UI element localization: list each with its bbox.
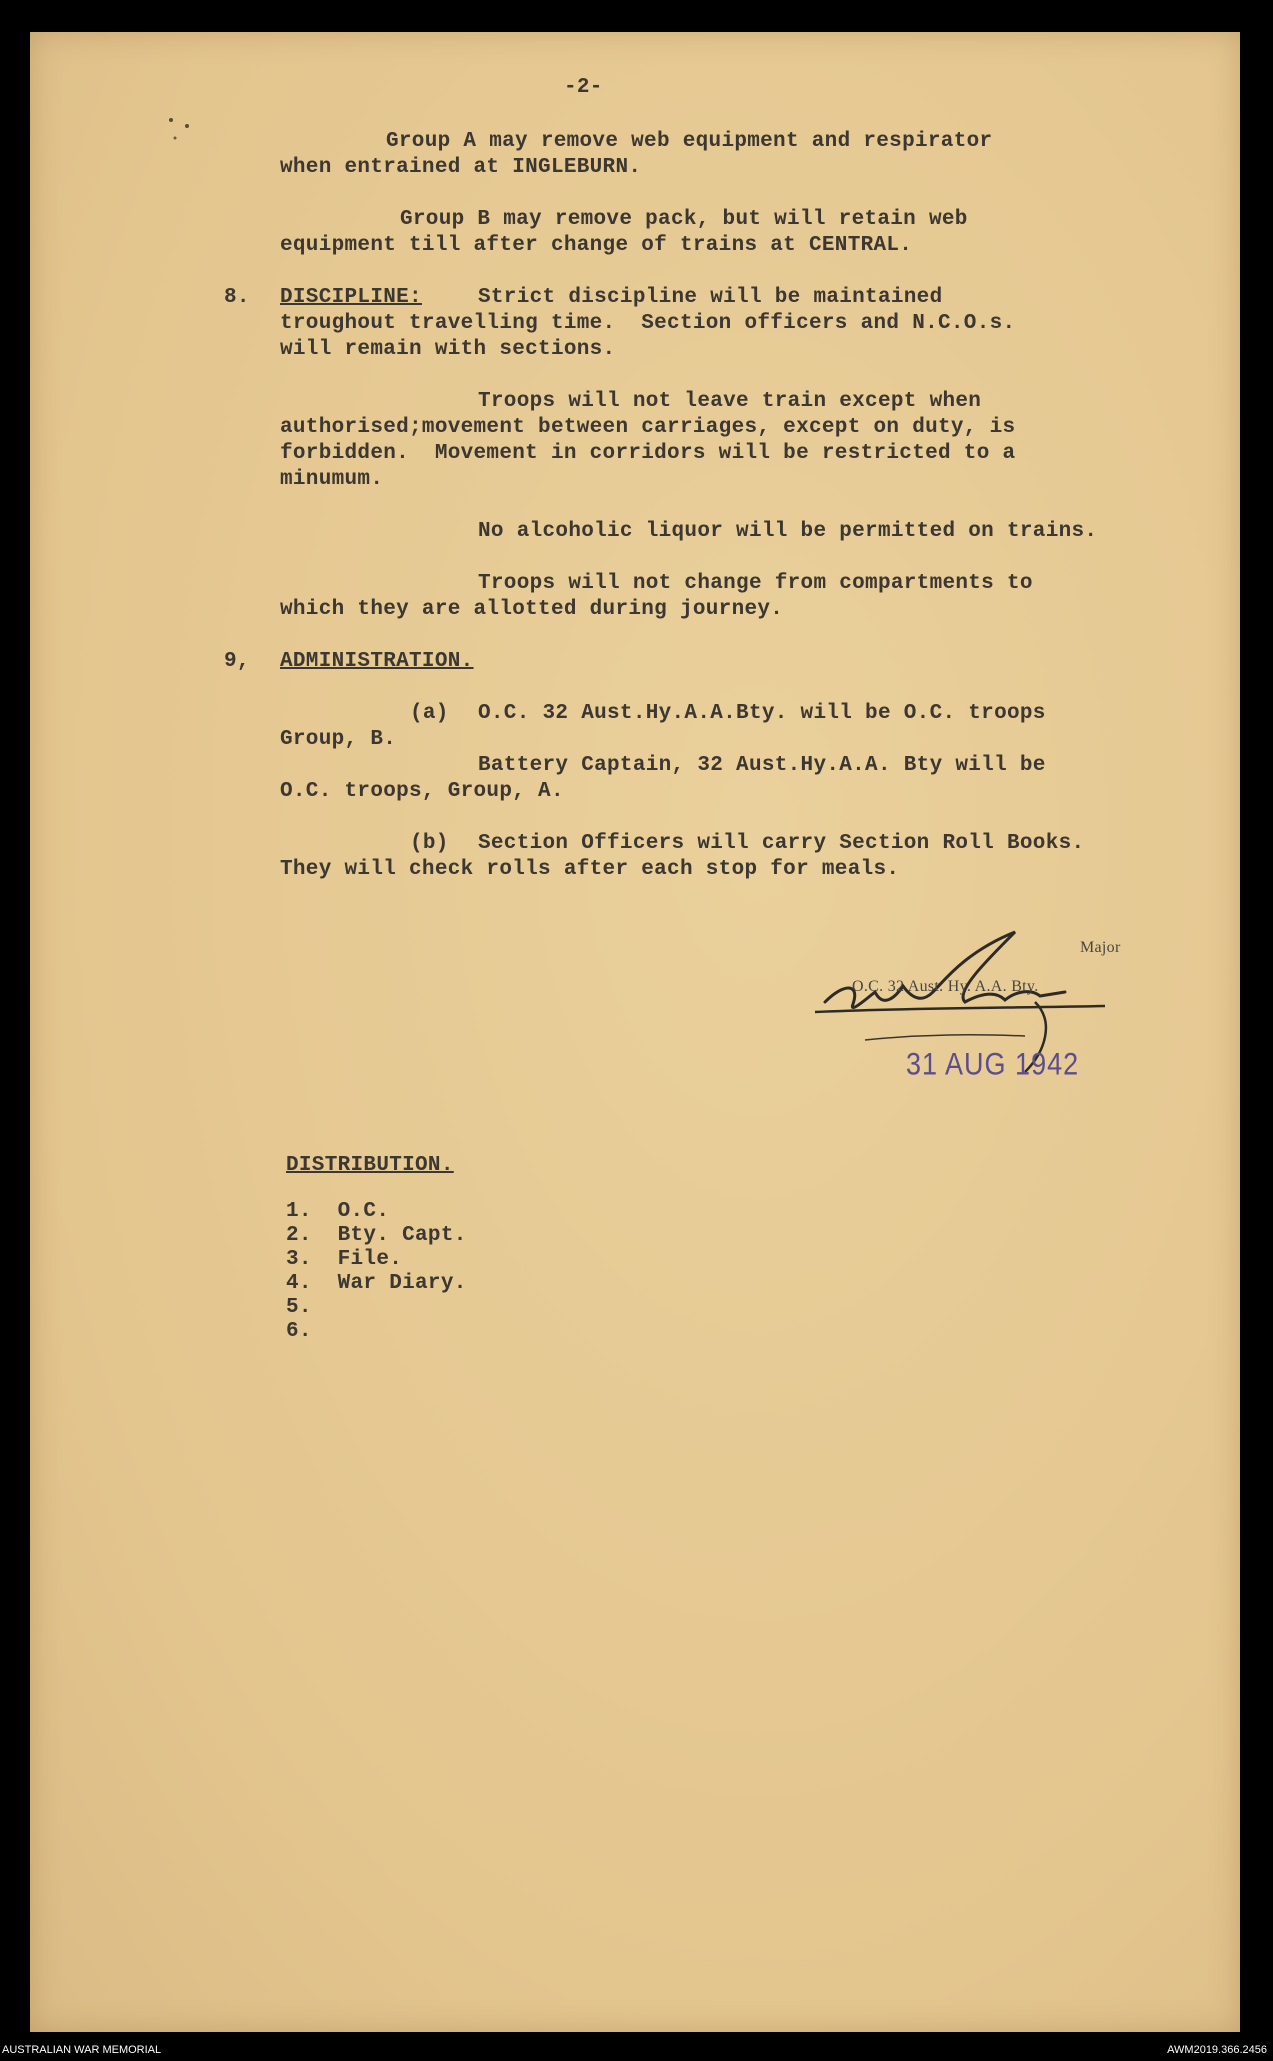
section-8-p2-line-4: minumum. [280,468,384,491]
section-8-p2-line-2: authorised;movement between carriages, except on duty, is [280,416,1016,439]
section-9-b-label: (b) [410,832,449,855]
signature-rank: Major [1080,939,1121,956]
page-number: -2- [564,76,603,99]
section-9-a-line-3: Battery Captain, 32 Aust.Hy.A.A. Bty will be [478,754,1046,777]
section-9-b-line-2: They will check rolls after each stop for meals. [280,858,900,881]
section-9-a-line-1: O.C. 32 Aust.Hy.A.A.Bty. will be O.C. troops [478,702,1046,725]
section-9-a-label: (a) [410,702,449,725]
distribution-item-3: 3. File. [286,1248,403,1271]
section-8-p4-line-1: Troops will not change from compartments to [478,572,1033,595]
section-8-heading: DISCIPLINE: [280,286,422,309]
section-9-number: 9, [224,650,250,673]
section-8-line-1: Strict discipline will be maintained [478,286,943,309]
group-b-line-1: Group B may remove pack, but will retain web [400,208,968,231]
section-8-p4-line-2: which they are allotted during journey. [280,598,784,621]
distribution-item-4: 4. War Diary. [286,1272,467,1295]
document-page [30,32,1240,2032]
section-9-b-line-1: Section Officers will carry Section Roll Books. [478,832,1085,855]
section-9-a-line-4: O.C. troops, Group, A. [280,780,564,803]
section-8-line-2: troughout travelling time. Section officers and N.C.O.s. [280,312,1016,335]
distribution-item-2: 2. Bty. Capt. [286,1224,467,1247]
distribution-item-1: 1. O.C. [286,1200,390,1223]
distribution-item-5: 5. [286,1296,312,1319]
date-stamp: 31 AUG 1942 [906,1046,1080,1082]
section-8-p2-line-1: Troops will not leave train except when [478,390,982,413]
section-8-p3: No alcoholic liquor will be permitted on trains. [478,520,1098,543]
section-8-line-3: will remain with sections. [280,338,616,361]
group-a-line-2: when entrained at INGLEBURN. [280,156,642,179]
footer-archive-name: AUSTRALIAN WAR MEMORIAL [2,2044,162,2056]
distribution-item-6: 6. [286,1320,312,1343]
footer-archive-id: AWM2019.366.2456 [1167,2044,1267,2056]
pin-holes-icon [165,112,205,152]
section-9-a-line-2: Group, B. [280,728,397,751]
distribution-heading: DISTRIBUTION. [286,1154,454,1177]
signature-title: O.C. 32 Aust. Hy. A.A. Bty. [852,978,1039,995]
group-b-line-2: equipment till after change of trains at CENTRAL. [280,234,913,257]
group-a-line-1: Group A may remove web equipment and respirator [386,130,993,153]
section-8-number: 8. [224,286,250,309]
section-8-p2-line-3: forbidden. Movement in corridors will be restricted to a [280,442,1016,465]
section-9-heading: ADMINISTRATION. [280,650,474,673]
